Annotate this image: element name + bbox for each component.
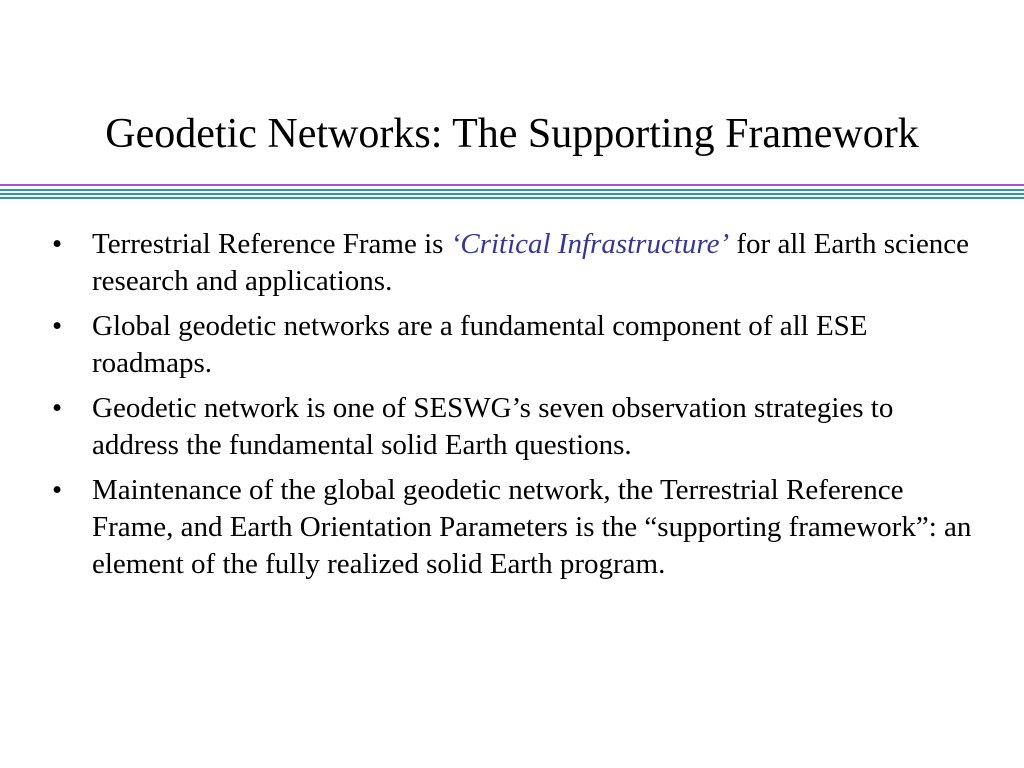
emphasis-text: ‘Critical Infrastructure’ (450, 228, 730, 260)
bullet-text: for all Earth science research and applications. (92, 228, 970, 297)
title-divider-teal-1 (0, 189, 1024, 191)
bullet-text: Terrestrial Reference Frame is (92, 228, 451, 260)
bullet-text: Geodetic network is one of SESWG’s seven observation strategies to address the fundamental solid Earth questions. (92, 392, 894, 461)
bullet-list (52, 226, 972, 591)
title-divider-purple (0, 184, 1024, 186)
title-divider-teal-3 (0, 197, 1024, 199)
bullet-item (52, 226, 972, 300)
bullet-item (52, 390, 972, 464)
bullet-item (52, 308, 972, 382)
title-divider-teal-2 (0, 193, 1024, 195)
slide-title: Geodetic Networks: The Supporting Framework (105, 111, 919, 157)
bullet-icon: • (52, 228, 63, 260)
bullet-text: Global geodetic networks are a fundamental component of all ESE roadmaps. (92, 310, 868, 379)
bullet-icon: • (52, 474, 63, 506)
bullet-text: Maintenance of the global geodetic network, the Terrestrial Reference Frame, and Earth Orientation Parameters is the “supporting framework”: an element of the fully realized solid Earth program. (92, 474, 972, 580)
bullet-icon: • (52, 310, 63, 342)
bullet-icon: • (52, 392, 63, 424)
bullet-item (52, 472, 972, 583)
